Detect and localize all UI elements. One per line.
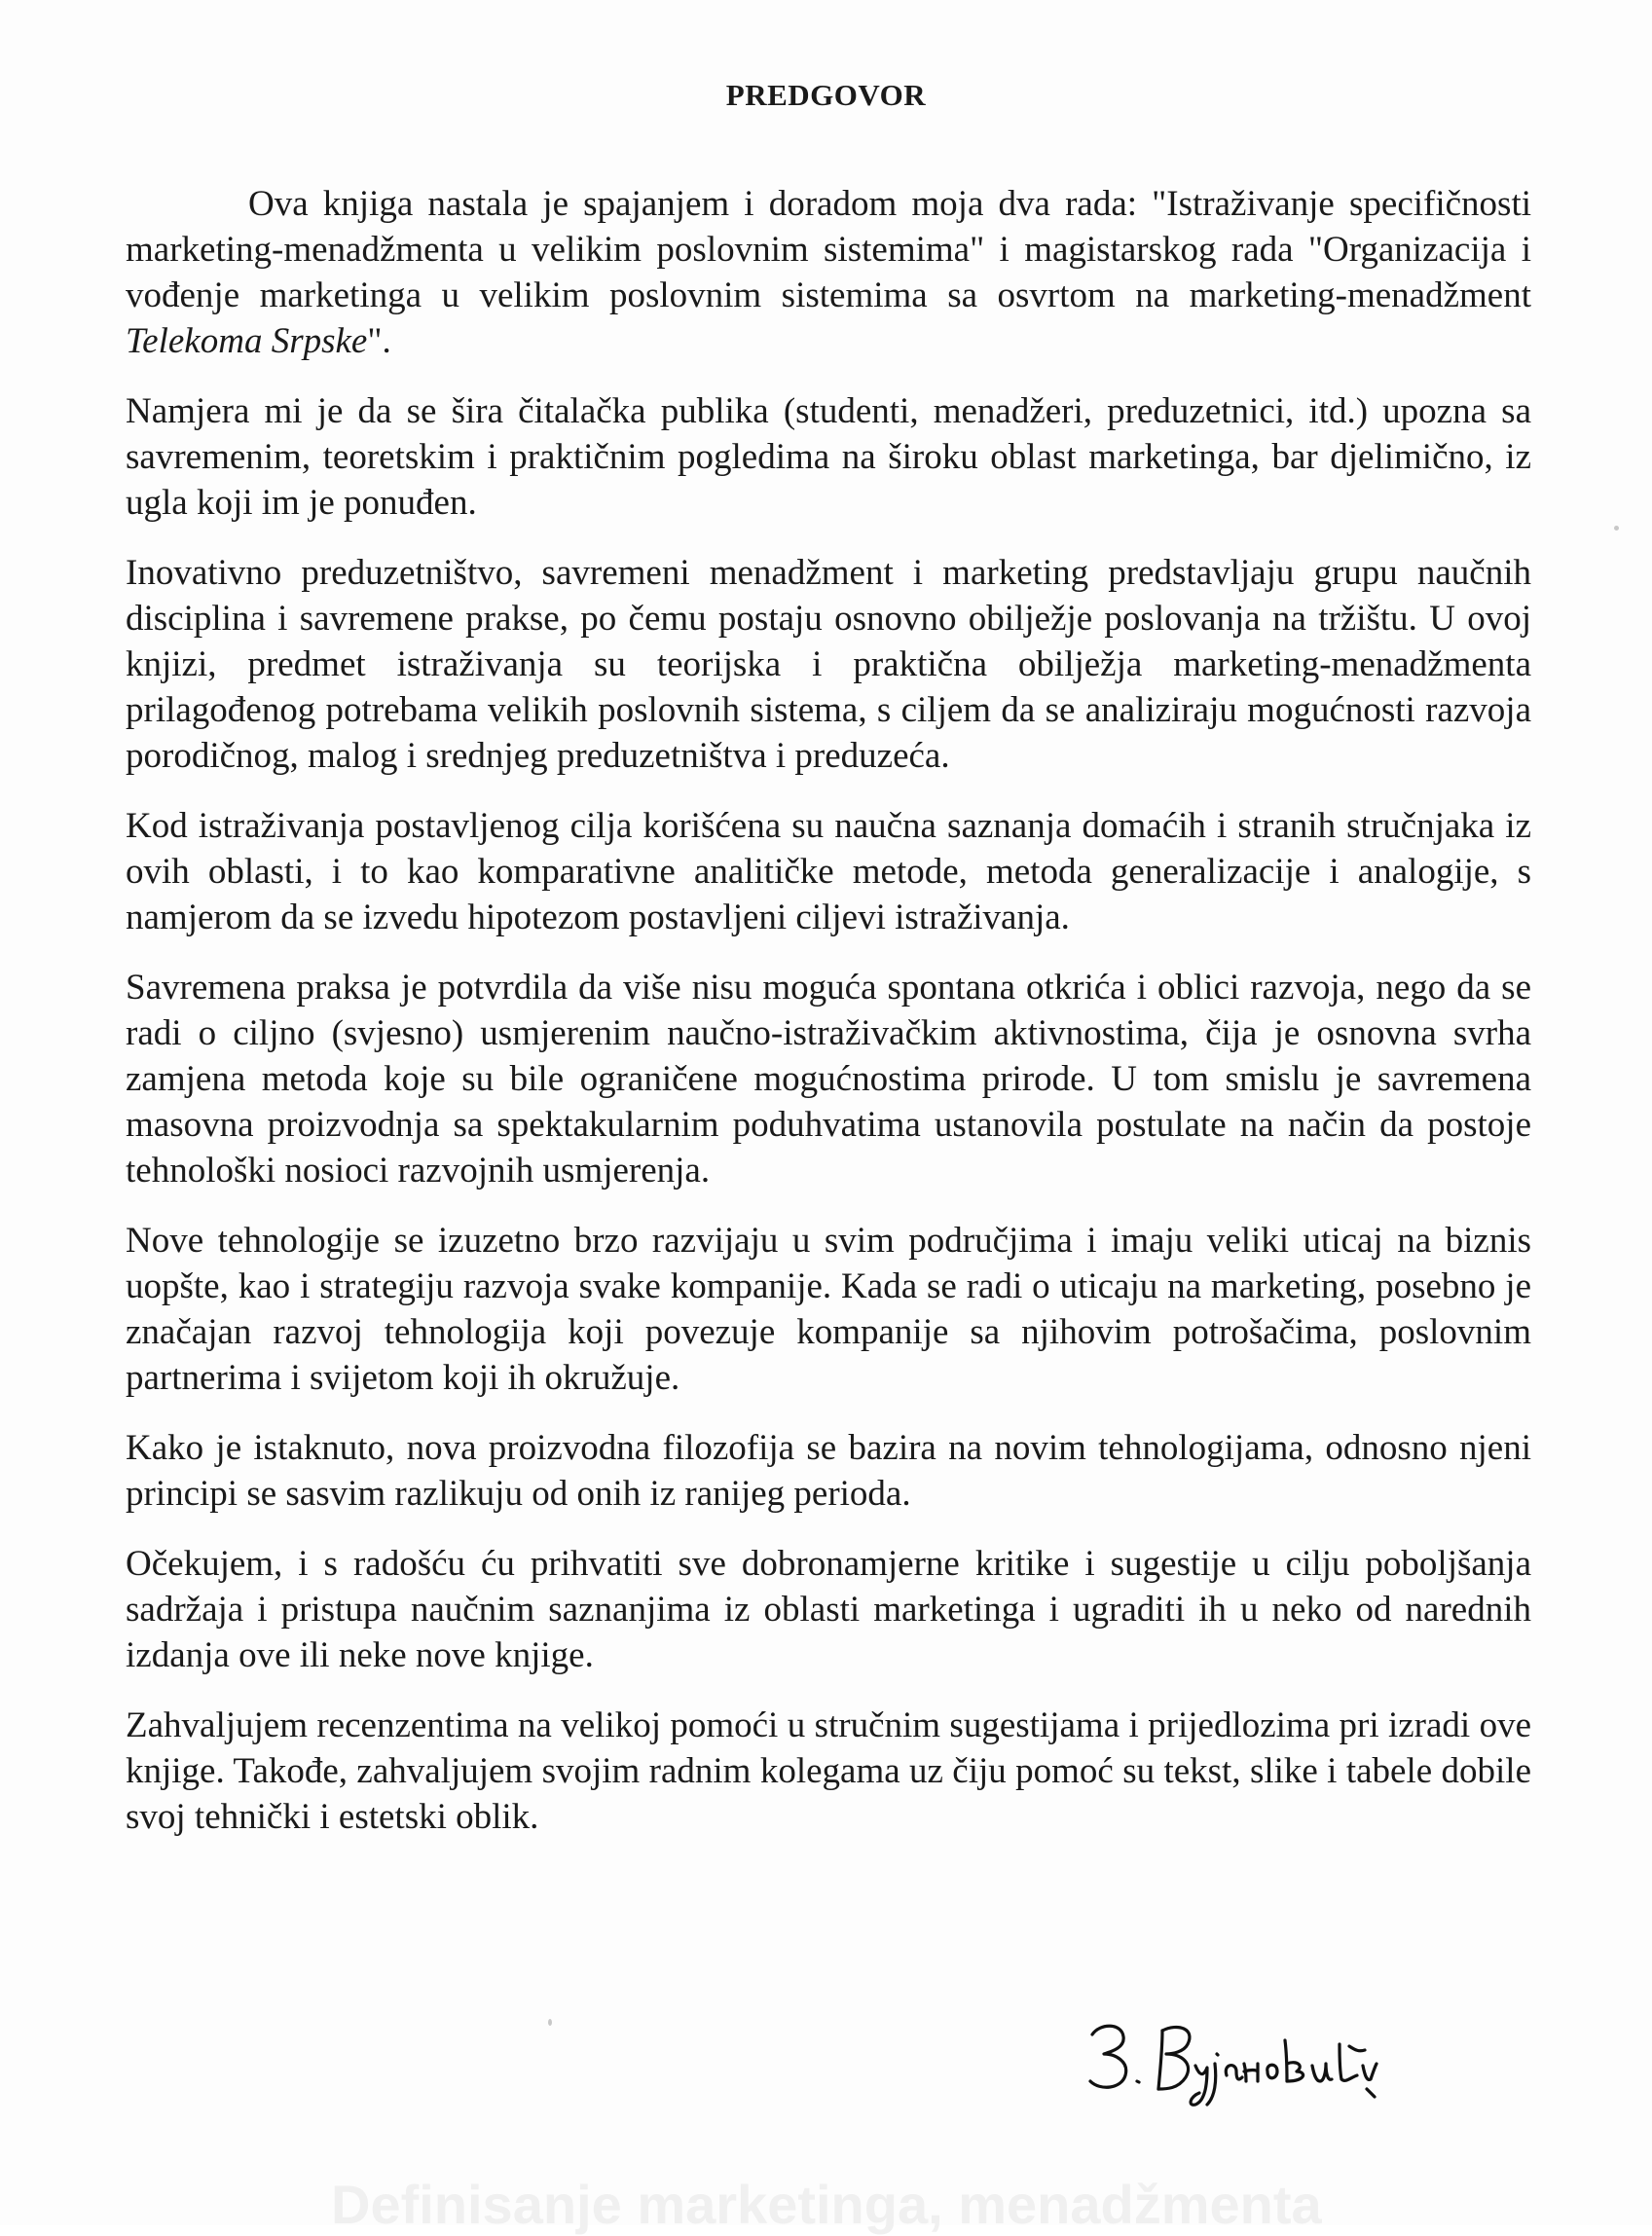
paragraph-9: Zahvaljujem recenzentima na velikoj pomoći u stručnim sugestijama i prijedlozima pri izradi ove knjige. Takođe, zahvaljujem svojim radnim kolegama uz čiju pomoć su tekst, slike i tabele dobile svoj tehnički i estetski oblik. — [126, 1705, 1531, 1837]
paragraph-3: Inovativno preduzetništvo, savremeni menadžment i marketing predstavljaju grupu naučnih disciplina i savremene prakse, po čemu postaju osnovno obilježje poslovanja na tržištu. U ovoj knjizi, predmet istraživanja su teorijska i praktična obilježja marketing-menadžmenta prilagođenog potrebama velikih poslovnih sistema, s ciljem da se analiziraju mogućnosti razvoja porodičnog, malog i srednjeg preduzetništva i preduzeća. — [126, 553, 1531, 776]
paragraph-1-text: Ova knjiga nastala je spajanjem i doradom moja dva rada: "Istraživanje specifičnosti marketing-menadžmenta u velikim poslovnim sistemima" i magistarskog rada "Organizacija i vođenje marketinga u velikim poslovnim sistemima sa osvrtom na marketing-menadžment — [126, 184, 1531, 315]
paragraph-1-end: ". — [367, 321, 391, 361]
scan-speck — [1614, 526, 1619, 531]
paragraph-8: Očekujem, i s radošću ću prihvatiti sve dobronamjerne kritike i sugestije u cilju poboljšanja sadržaja i pristupa naučnim saznanjima iz oblasti marketinga i ugraditi ih u neko od narednih izdanja ove ili neke nove knjige. — [126, 1544, 1531, 1675]
scan-speck — [548, 2019, 552, 2026]
handwritten-signature — [1081, 2007, 1412, 2114]
paragraph-1 — [126, 181, 1531, 364]
paragraph-4: Kod istraživanja postavljenog cilja korišćena su naučna saznanja domaćih i stranih stručnjaka iz ovih oblasti, i to kao komparativne analitičke metode, metoda generalizacije i analogije, s namjerom da se izvedu hipotezom postavljeni ciljevi istraživanja. — [126, 806, 1531, 937]
body-text — [126, 181, 1531, 1864]
bleed-through-text: Definisanje marketinga, menadžmenta — [331, 2174, 1322, 2235]
paragraph-7: Kako je istaknuto, nova proizvodna filozofija se bazira na novim tehnologijama, odnosno njeni principi se sasvim razlikuju od onih iz ranijeg perioda. — [126, 1428, 1531, 1514]
paragraph-5: Savremena praksa je potvrdila da više nisu moguća spontana otkrića i oblici razvoja, nego da se radi o ciljno (svjesno) usmjerenim naučno-istraživačkim aktivnostima, čija je osnovna svrha zamjena metoda koje su bile ograničene mogućnostima prirode. U tom smislu je savremena masovna proizvodnja sa spektakularnim poduhvatima ustanovila postulate na način da postoje tehnološki nosioci razvojnih usmjerenja. — [126, 968, 1531, 1191]
paragraph-2: Namjera mi je da se šira čitalačka publika (studenti, menadžeri, preduzetnici, itd.) upozna sa savremenim, teoretskim i praktičnim pogledima na široku oblast marketinga, bar djelimično, iz ugla koji im je ponuđen. — [126, 391, 1531, 523]
paragraph-6: Nove tehnologije se izuzetno brzo razvijaju u svim područjima i imaju veliki uticaj na biznis uopšte, kao i strategiju razvoja svake kompanije. Kada se radi o uticaju na marketing, posebno je značajan razvoj tehnologija koji povezuje kompanije sa njihovim potrošačima, poslovnim partnerima i svijetom koji ih okružuje. — [126, 1221, 1531, 1398]
paragraph-1-italic: Telekoma Srpske — [126, 321, 368, 361]
page-title: PREDGOVOR — [725, 78, 927, 112]
